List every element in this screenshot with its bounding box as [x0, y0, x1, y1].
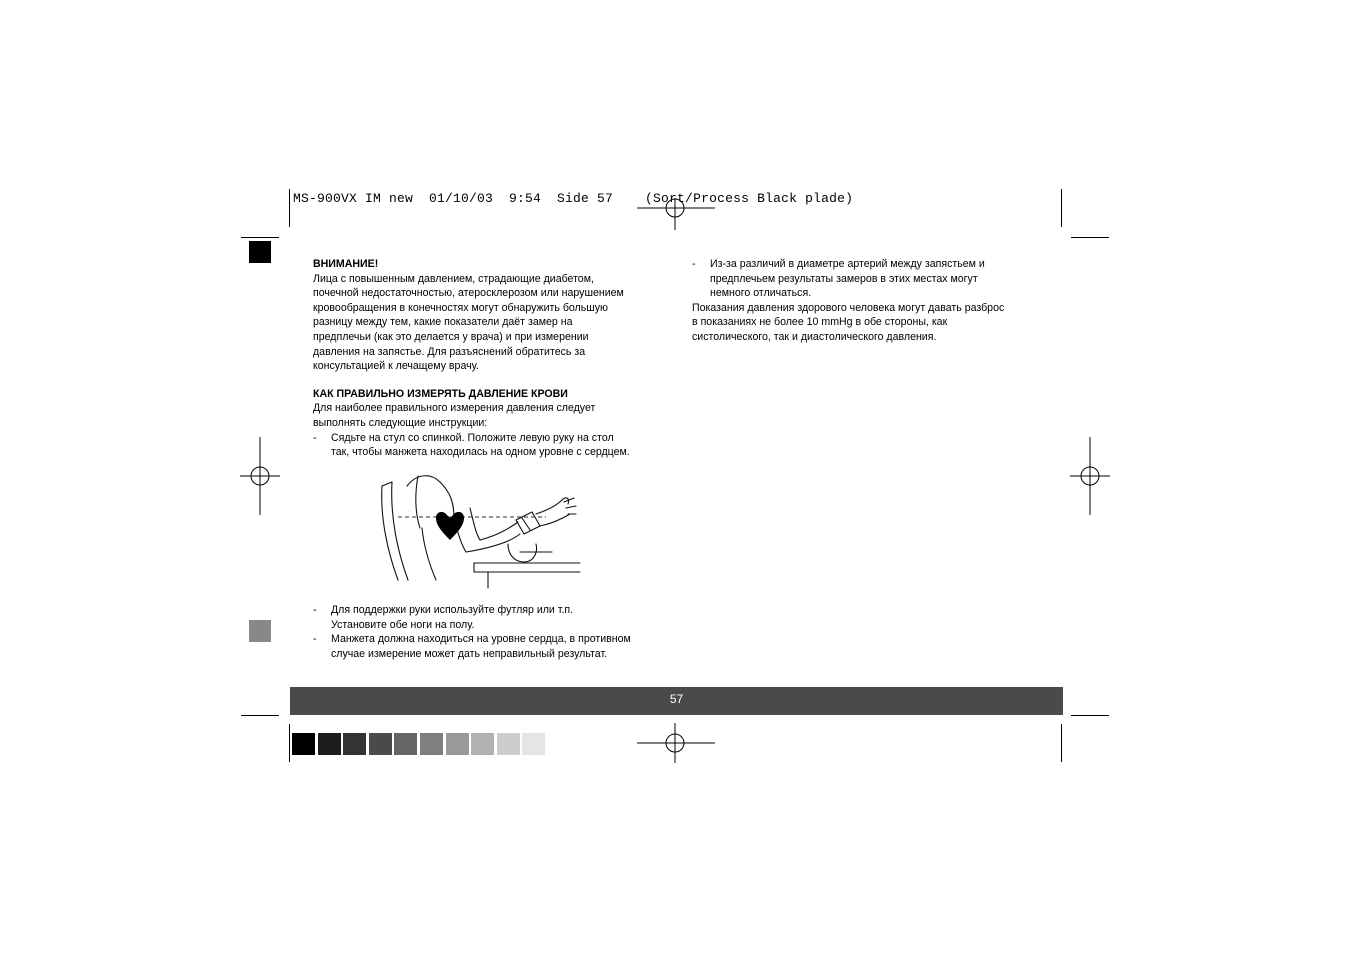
text-line: консультацией к лечащему врачу. [313, 360, 479, 373]
text-line: Показания давления здорового человека могут давать разброс [692, 301, 1005, 314]
page-number: 57 [669, 692, 684, 706]
grayscale-swatch [497, 733, 520, 755]
text-line: Для наиболее правильного измерения давления следует [313, 402, 596, 415]
grayscale-swatch [420, 733, 443, 755]
grayscale-swatch [369, 733, 392, 755]
bullet-dash: - [692, 258, 696, 270]
bullet-dash: - [313, 431, 317, 444]
warning-heading: ВНИМАНИЕ! [313, 258, 379, 270]
left-column [313, 257, 673, 460]
text-line: так, чтобы манжета находилась на одном уровне с сердцем. [331, 446, 630, 459]
grayscale-swatch [446, 733, 469, 755]
footer-bar [290, 687, 1063, 715]
section-tab-marker [249, 620, 271, 642]
grayscale-swatch [292, 733, 315, 755]
grayscale-swatch [318, 733, 341, 755]
registration-mark-icon [240, 437, 280, 515]
grayscale-swatch [394, 733, 417, 755]
text-line: систолического, так и диастолического давления. [692, 330, 937, 343]
text-line: Из-за различий в диаметре артерий между запястьем и [710, 258, 985, 270]
text-line: кровообращения в конечностях могут обнаружить большую [313, 301, 609, 314]
crop-mark [241, 715, 279, 716]
registration-mark-icon [637, 190, 715, 230]
text-line: выполнять следующие инструкции: [313, 416, 488, 429]
grayscale-swatch [343, 733, 366, 755]
section-tab-marker [249, 241, 271, 263]
text-line: в показаниях не более 10 mmHg в обе стороны, как [692, 316, 948, 329]
list-item [313, 603, 673, 632]
registration-mark-icon [1070, 437, 1110, 515]
person-wrist-blood-pressure-illustration-icon [370, 468, 620, 590]
slug-line: MS-900VX IM new 01/10/03 9:54 Side 57 (Sort/Process Black plade) [293, 191, 854, 206]
text-line: Лица с повышенным давлением, страдающие диабетом, [313, 272, 594, 285]
text-line: немного отличаться. [710, 287, 812, 300]
crop-mark [289, 724, 290, 762]
grayscale-swatch [471, 733, 494, 755]
text-line: разницу между тем, какие показатели даёт замер на [313, 316, 573, 329]
crop-mark [1061, 189, 1062, 227]
text-line: случае измерение может дать неправильный результат. [331, 647, 608, 660]
text-line: Манжета должна находиться на уровне сердца, в противном [331, 633, 631, 646]
right-column [692, 257, 1052, 345]
list-item [692, 257, 1052, 301]
registration-mark-icon [637, 723, 715, 763]
bullet-dash: - [313, 633, 317, 646]
crop-mark [289, 189, 290, 227]
list-item [313, 632, 673, 661]
howto-heading: КАК ПРАВИЛЬНО ИЗМЕРЯТЬ ДАВЛЕНИЕ КРОВИ [313, 387, 568, 400]
text-line: почечной недостаточностью, атеросклерозом или нарушением [313, 287, 624, 300]
text-line: Сядьте на стул со спинкой. Положите левую руку на стол [331, 431, 614, 444]
text-line: предплечьи (как это делается у врача) и при измерении [313, 330, 589, 343]
crop-mark [1071, 237, 1109, 238]
bullet-dash: - [313, 604, 317, 616]
crop-mark [241, 237, 279, 238]
text-line: Установите обе ноги на полу. [331, 618, 475, 631]
left-column-lower [313, 603, 673, 661]
crop-mark [1071, 715, 1109, 716]
text-line: Для поддержки руки используйте футляр или т.п. [331, 604, 574, 616]
grayscale-swatch [522, 733, 545, 755]
list-item [313, 431, 673, 460]
text-line: давления на запястье. Для разъяснений обратитесь за [313, 345, 586, 358]
crop-mark [1061, 724, 1062, 762]
text-line: предплечьем результаты замеров в этих местах могут [710, 272, 978, 285]
